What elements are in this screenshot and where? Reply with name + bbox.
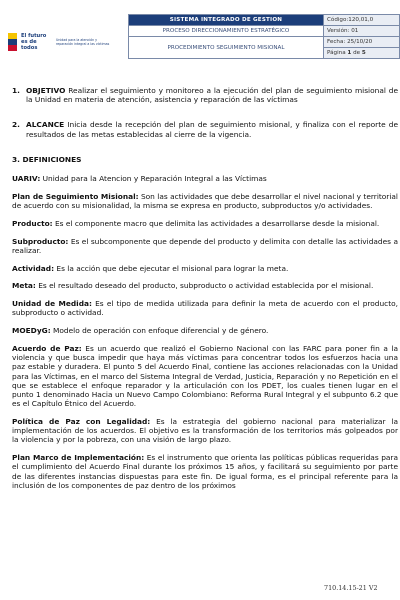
procedure-name: PROCEDIMIENTO SEGUIMIENTO MISIONAL	[129, 37, 324, 59]
section-objetivo	[12, 86, 398, 104]
section-text	[26, 86, 398, 104]
definition-term: Plan de Seguimiento Misional:	[12, 191, 139, 201]
definition-plan-marco	[12, 453, 398, 490]
section-number: 2.	[12, 120, 20, 130]
version-label: Versión:	[327, 28, 350, 34]
definition-text: Es la acción que debe ejecutar el misional para lograr la meta.	[56, 263, 289, 273]
institution-logo	[6, 14, 126, 70]
section-body: Realizar el seguimiento y monitoreo a la ejecución del plan de seguimiento misional de la Unidad en materia de atención, asistencia y reparación de las víctimas	[26, 86, 398, 105]
section-definiciones-title: 3. DEFINICIONES	[12, 154, 82, 164]
date-label: Fecha:	[327, 39, 346, 45]
document-body	[12, 86, 398, 499]
footer-document-code: 710.14.15-21 V2	[324, 584, 378, 592]
date-value: 25/10/20	[347, 39, 373, 45]
definition-text: Unidad para la Atencion y Reparación Integral a las Víctimas	[42, 174, 267, 184]
definition-text: Es el subcomponente que depende del producto y delimita con detalle las actividades a realizar.	[12, 236, 398, 255]
version-value: 01	[351, 28, 359, 34]
process-name: PROCESO DIRECCIONAMIENTO ESTRATÉGICO	[129, 26, 324, 37]
code-value: 120,01,0	[348, 17, 374, 23]
definition-moedyg	[12, 326, 398, 335]
definition-text: Son las actividades que debe desarrollar el nivel nacional y territorial de acuerdo con su misionalidad, la misma se expresa en producto, subproductos y/o actividades.	[12, 191, 398, 211]
definition-text: Es el tipo de medida utilizada para definir la meta de acuerdo con el producto, subproducto o actividad.	[12, 299, 398, 318]
definition-text: Modelo de operación con enfoque diferencial y de género.	[53, 326, 269, 336]
definition-text: Es un acuerdo que realizó el Gobierno Nacional con las FARC para poner fin a la violencia y que busca impedir que haya más víctimas para concentrar todos los esfuerzos hacia una paz estable y duradera. El punto 5 del Acuerdo Final, contiene las acciones relacionadas con la Unidad para las Víctimas, en el marco del Sistema Integral de Verdad, Justicia, Reparación y no Repetición en el que se establece el enfoque reparador y la articulación con los PDET, los cuales tienen lugar en el punto 1 denominado Hacia un Nuevo Campo Colombiano: Reforma Rural Integral y el subpunto 6.2 que es el Capítulo Étnico del Acuerdo.	[12, 344, 398, 409]
definition-term: Subproducto:	[12, 236, 69, 246]
definition-producto	[12, 219, 398, 228]
definition-plan-seguimiento	[12, 192, 398, 210]
section-text	[26, 120, 398, 138]
definition-term: Meta:	[12, 281, 36, 291]
code-label: Código:	[327, 17, 349, 23]
page-of: de	[353, 50, 361, 56]
definition-meta	[12, 281, 398, 290]
definition-unidad-medida	[12, 299, 398, 317]
doc-code-cell	[324, 15, 400, 26]
definition-uariv	[12, 174, 398, 183]
definition-text: Es el componente macro que delimita las actividades a desarrollarse desde la misional.	[55, 218, 380, 228]
colombia-flag-icon	[8, 33, 17, 51]
definition-term: Producto:	[12, 218, 53, 228]
definition-text: Es el instrumento que orienta las políticas públicas requeridas para el cumplimiento del Acuerdo Final durante los próximos 15 años, y facilitará su seguimiento por parte de las diferentes instancias dispuestas para este fin. De igual forma, es el principal referente para la inclusión de los componentes de paz dentro de los próximos	[12, 453, 398, 490]
doc-version-cell	[324, 26, 400, 37]
section-title: ALCANCE	[26, 120, 65, 130]
section-body: Inicia desde la recepción del plan de seguimiento misional, y finaliza con el reporte de resultados de las metas establecidas al cierre de la vigencia.	[26, 120, 398, 139]
definition-term: Unidad de Medida:	[12, 299, 92, 309]
definition-text: Es el resultado deseado del producto, subproducto o actividad establecida por el misional.	[38, 281, 374, 291]
header-info-table	[128, 14, 400, 59]
definition-term: UARIV:	[12, 174, 41, 184]
section-title: OBJETIVO	[26, 86, 66, 95]
definition-acuerdo-paz	[12, 344, 398, 408]
system-title: SISTEMA INTEGRADO DE GESTION	[129, 15, 324, 26]
definition-term: Acuerdo de Paz:	[12, 344, 82, 353]
document-header	[6, 14, 400, 70]
section-number: 1.	[12, 86, 20, 95]
logo-slogan: El futuro es de todos	[21, 32, 47, 52]
page-label: Página	[327, 50, 346, 56]
definition-actividad	[12, 264, 398, 273]
definition-text: Es la estrategia del gobierno nacional para materializar la implementación de los acuerdos. El objetivo es la transformación de los territorios más golpeados por la violencia y por la pobreza, con una visión de largo plazo.	[12, 417, 398, 445]
definition-politica-paz	[12, 417, 398, 445]
definition-term: Política de Paz con Legalidad:	[12, 417, 151, 427]
section-alcance	[12, 120, 398, 138]
definition-term: Actividad:	[12, 263, 55, 273]
page-total: 5	[361, 50, 366, 56]
logo-unit-name: Unidad para la atención y reparación integral a las víctimas	[56, 38, 110, 46]
doc-date-cell	[324, 37, 400, 48]
doc-page-cell	[324, 48, 400, 59]
definition-term: MOEDyG:	[12, 326, 51, 336]
definition-term: Plan Marco de Implementación:	[12, 453, 145, 463]
page-number: 1	[347, 50, 352, 56]
flag-red-stripe	[8, 45, 17, 51]
definition-subproducto	[12, 237, 398, 255]
